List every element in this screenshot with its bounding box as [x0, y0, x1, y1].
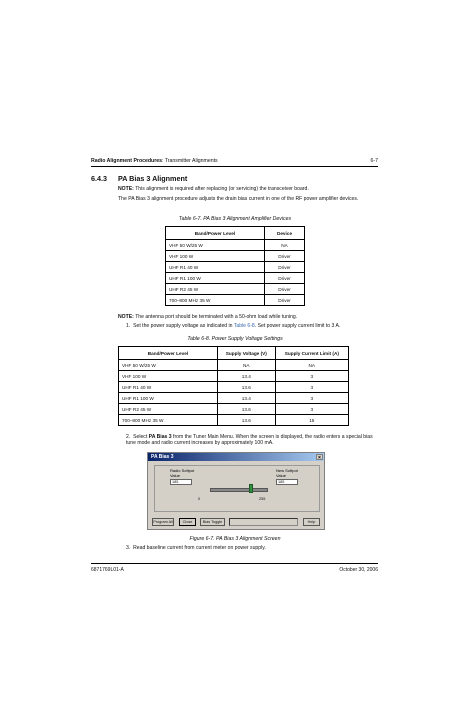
table-cell: 13.6 [218, 404, 276, 415]
softpot-panel [154, 465, 320, 512]
close-button[interactable]: Close [179, 518, 196, 526]
table-cell: VHF 50 W/25 W [166, 240, 265, 251]
softpot-slider-thumb[interactable] [249, 484, 253, 493]
table-row [166, 251, 305, 262]
table-cell: UHF R1 40 W [166, 262, 265, 273]
table-row [119, 360, 349, 371]
table-cell: UHF R2 45 W [166, 284, 265, 295]
table-row [119, 393, 349, 404]
help-button[interactable]: Help [303, 518, 320, 526]
table-cell: Driver [265, 284, 305, 295]
header-title: Radio Alignment Procedures: Transmitter Alignments [91, 158, 218, 164]
new-softpot-value-input[interactable]: 185 [276, 479, 298, 485]
table-cell: 700–800 MHz 35 W [119, 415, 218, 426]
new-softpot-label: New Softpot Value [276, 468, 298, 478]
table-cell: VHF 100 W [166, 251, 265, 262]
table-row [166, 262, 305, 273]
table-1-header: Band/Power Level [166, 227, 265, 240]
table-row [166, 295, 305, 306]
table-2 [118, 346, 349, 426]
table-cell: 13.6 [218, 382, 276, 393]
header-rule [91, 166, 378, 167]
document-date: October 30, 2006 [339, 567, 378, 573]
table-cell: NA [275, 360, 348, 371]
radio-softpot-value: 185 [170, 479, 192, 485]
table-row [119, 382, 349, 393]
running-header [91, 158, 378, 164]
step-3: 3. Read baseline current from current meter on power supply. [126, 545, 266, 551]
pa-bias-3-window [147, 452, 325, 530]
note-1: NOTE: This alignment is required after replacing (or servicing) the transceiver board. [118, 186, 309, 192]
step-2: 2. Select PA Bias 3 from the Tuner Main Menu. When the screen is displayed, the radio enters a special bias tune mode and radio current increases by approximately 100 mA. [126, 434, 373, 447]
table-cell: 3 [275, 404, 348, 415]
footer-rule [91, 563, 378, 564]
table-1-header: Device [265, 227, 305, 240]
table-row [166, 240, 305, 251]
table-cell: Driver [265, 262, 305, 273]
table-cell: Driver [265, 251, 305, 262]
status-field [229, 518, 298, 526]
document-number: 6871769L01-A [91, 567, 124, 573]
table-cell: 13.4 [218, 393, 276, 404]
table-row [119, 415, 349, 426]
table-cell: 13.6 [218, 415, 276, 426]
softpot-slider-track[interactable] [210, 488, 268, 492]
table-cell: NA [218, 360, 276, 371]
table-cell: UHF R2 45 W [119, 404, 218, 415]
table-cell: VHF 100 W [119, 371, 218, 382]
bias-toggle-button[interactable]: Bias Toggle [200, 518, 225, 526]
slider-min-label: 0 [198, 497, 201, 501]
table-cell: UHF R1 100 W [166, 273, 265, 284]
table-2-header: Supply Current Limit (A) [275, 347, 348, 360]
table-cell: Driver [265, 273, 305, 284]
close-icon[interactable]: × [316, 454, 323, 460]
table-cell: 13.4 [218, 371, 276, 382]
table-cell: NA [265, 240, 305, 251]
intro-paragraph: The PA Bias 3 alignment procedure adjusts the drain bias current in one of the RF power amplifier devices. [118, 196, 359, 202]
table-cell: VHF 50 W/25 W [119, 360, 218, 371]
table-cell: UHF R1 40 W [119, 382, 218, 393]
note-2: NOTE: The antenna port should be terminated with a 50-ohm load while tuning. [118, 314, 298, 320]
section-heading: 6.4.3 PA Bias 3 Alignment [91, 174, 188, 183]
table-row [166, 284, 305, 295]
window-title-bar [148, 453, 324, 461]
step-1: 1. Set the power supply voltage as indicated in Table 6-8. Set power supply current limit to 3 A. [126, 323, 341, 329]
table-1-caption: Table 6-7. PA Bias 3 Alignment Amplifier Devices [178, 216, 292, 222]
table-cell: 3 [275, 382, 348, 393]
table-row [119, 404, 349, 415]
table-cell: 15 [275, 415, 348, 426]
table-cell: 700–800 MHz 35 W [166, 295, 265, 306]
table-row [166, 273, 305, 284]
slider-max-label: 255 [259, 497, 266, 501]
table-cell: Driver [265, 295, 305, 306]
window-title: PA Bias 3 [151, 454, 174, 460]
table-2-caption: Table 6-8. Power Supply Voltage Settings [187, 336, 283, 342]
table-2-header: Band/Power Level [119, 347, 218, 360]
radio-softpot-label: Radio Softpot Value [170, 468, 195, 478]
table-cell: UHF R1 100 W [119, 393, 218, 404]
header-page-number: 6-7 [370, 158, 378, 164]
running-footer [91, 567, 378, 573]
table-row [119, 371, 349, 382]
figure-caption: Figure 6-7. PA Bias 3 Alignment Screen [189, 536, 281, 542]
table-1 [165, 226, 305, 306]
table-2-header: Supply Voltage (V) [218, 347, 276, 360]
table-cell: 3 [275, 371, 348, 382]
program-all-button[interactable]: Program All [153, 520, 173, 524]
table-6-8-link[interactable]: Table 6-8 [233, 323, 255, 329]
table-cell: 3 [275, 393, 348, 404]
